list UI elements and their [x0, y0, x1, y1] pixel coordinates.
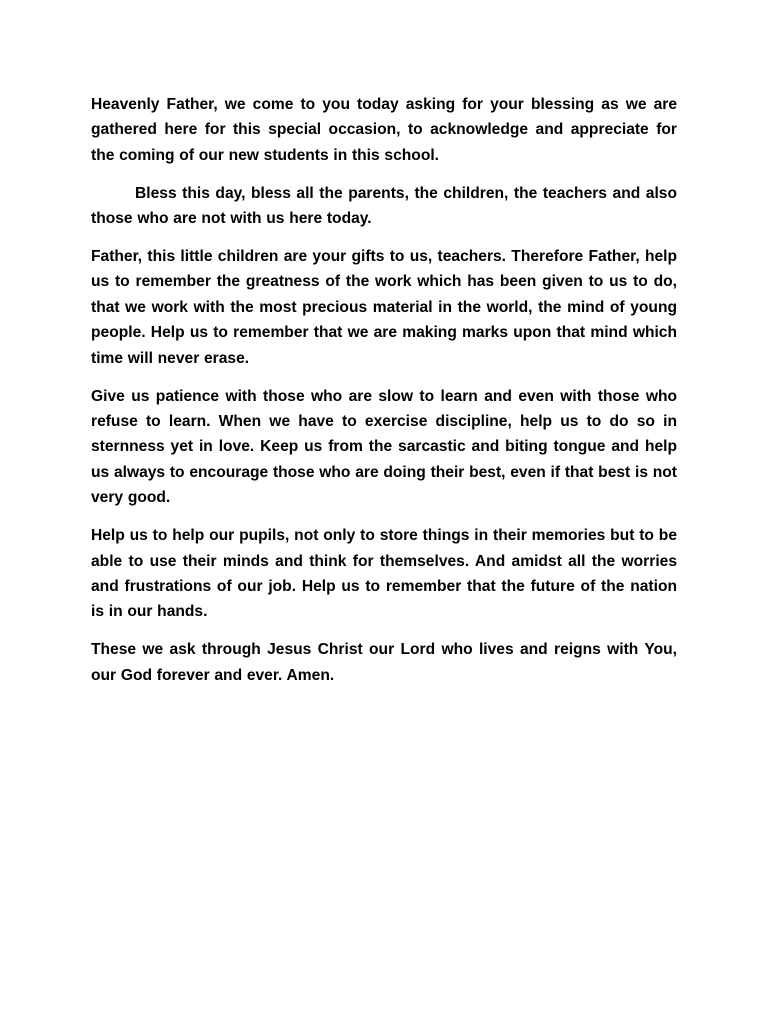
- document-page: [91, 92, 677, 701]
- paragraph-closing: These we ask through Jesus Christ our Lord who lives and reigns with You, our God forever and ever. Amen.: [91, 641, 677, 684]
- paragraph-teachers: Father, this little children are your gifts to us, teachers. Therefore Father, help us to remember the greatness of the work which has been given to us to do, that we work with the most precious material in the world, the mind of young people. Help us to remember that we are making marks upon that mind which time will never erase.: [91, 248, 677, 367]
- paragraph-pupils: Help us to help our pupils, not only to store things in their memories but to be able to use their minds and think for themselves. And amidst all the worries and frustrations of our job. Help us to remember that the future of the nation is in our hands.: [91, 527, 677, 621]
- paragraph-blessing: Bless this day, bless all the parents, the children, the teachers and also those who are not with us here today.: [91, 184, 677, 228]
- paragraph-patience: Give us patience with those who are slow to learn and even with those who refuse to learn. When we have to exercise discipline, help us to do so in sternness yet in love. Keep us from the sarcastic and biting tongue and help us always to encourage those who are doing their best, even if that best is not very good.: [91, 387, 677, 507]
- paragraph-opening: Heavenly Father, we come to you today asking for your blessing as we are gathered here for this special occasion, to acknowledge and appreciate for the coming of our new students in this school.: [91, 96, 677, 164]
